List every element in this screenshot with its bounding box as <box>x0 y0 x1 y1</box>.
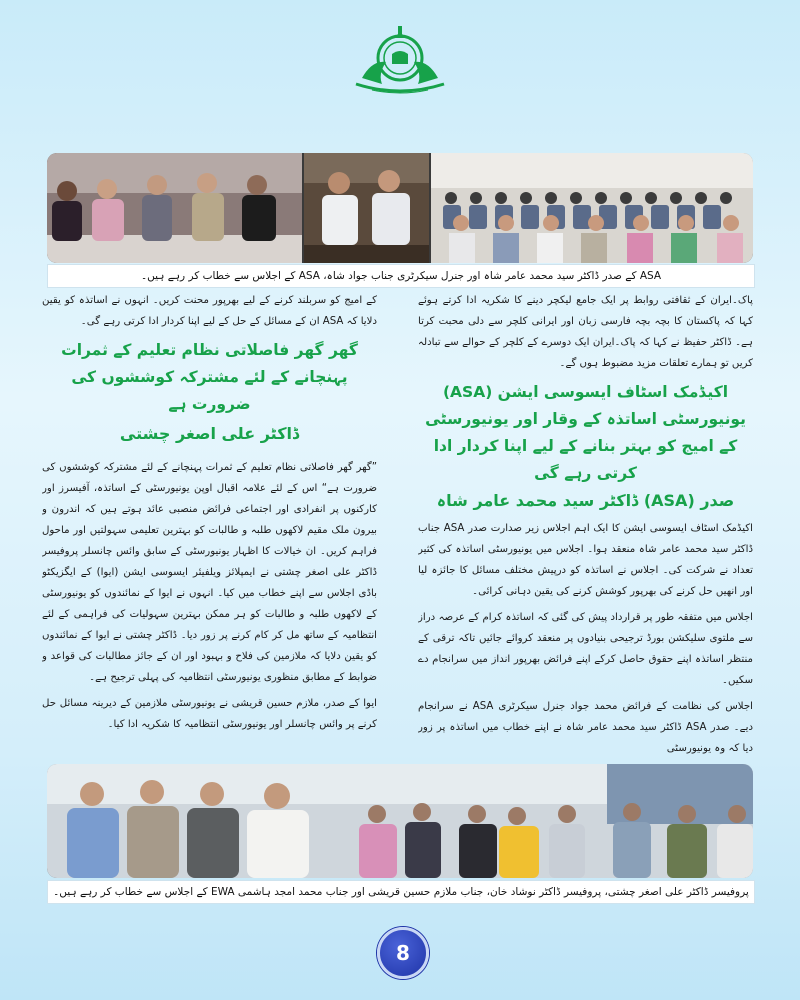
meeting-photo-audience <box>431 153 753 263</box>
asa-byline: صدر (ASA) ڈاکٹر سید محمد عامر شاہ <box>436 491 735 510</box>
asa-paragraph-3: اجلاس کی نظامت کے فرائض محمد جواد جنرل سیکرٹری ASA نے سرانجام دیے۔ صدر ASA ڈاکٹر سید محمد عامر شاہ نے اپنے خطاب میں اساتذہ پر زور دیا کہ وہ یونیورسٹی <box>418 701 753 754</box>
meeting-photo-women-attendees <box>47 153 302 263</box>
left-intro-paragraph: کے امیج کو سربلند کرنے کے لیے بھرپور محنت کریں۔ انہوں نے اساتذہ کو یقین دلایا کہ ASA ان کے مسائل کے حل کے لیے اپنا کردار ادا کرتی رہے گی۔ <box>42 295 377 327</box>
meeting-photo-ewa <box>47 764 753 878</box>
asa-headline: اکیڈمک اسٹاف ایسوسی ایشن (ASA) یونیورسٹی اساتذہ کے وقار اور یونیورسٹی کے امیج کو بہتر بنانے کے لیے اپنا کردار ادا کرتی رہے گی <box>425 383 746 482</box>
asa-paragraph-2: اجلاس میں متفقہ طور پر قرارداد پیش کی گئی کہ اساتذہ کرام کے عرصہ دراز سے ملتوی سلیکشن بورڈ ترجیحی بنیادوں پر منعقد کروائے جائیں تاکہ ترقی کے منتظر اساتذہ اپنے حقوق حاصل کرکے اپنے فرائض بھرپور انداز میں سرانجام دے سکیں۔ <box>418 612 753 686</box>
right-column <box>418 290 753 760</box>
asa-paragraph-1: اکیڈمک اسٹاف ایسوسی ایشن کا ایک اہم اجلاس زیر صدارت صدر ASA جناب ڈاکٹر سید محمد عامر شاہ منعقد ہوا۔ اجلاس میں یونیورسٹی اساتذہ کی کثیر تعداد نے شرکت کی۔ اجلاس نے اساتذہ کو درپیش مختلف مسائل کا جائزہ لیا اور انھیں حل کرنے کی بھرپور کوشش کرنے کی یقین دہانی کرائی۔ <box>418 523 753 597</box>
top-photo-caption: ASA کے صدر ڈاکٹر سید محمد عامر شاہ اور جنرل سیکرٹری جناب جواد شاہ، ASA کے اجلاس سے خطاب کر رہے ہیں۔ <box>47 264 755 288</box>
left-column <box>42 290 377 760</box>
bottom-photo-caption: پروفیسر ڈاکٹر علی اصغر چشتی، پروفیسر ڈاکٹر نوشاد خان، جناب ملازم حسین قریشی اور جناب محمد امجد ہاشمی EWA کے اجلاس سے خطاب کر رہے ہیں۔ <box>47 880 755 904</box>
right-intro-paragraph: پاک۔ایران کے ثقافتی روابط پر ایک جامع لیکچر دینے کا شکریہ ادا کرتے ہوئے کہا کہ پاکستان کا بچہ بچہ فارسی زبان اور ایرانی کلچر سے دلی محبت کرتا ہے۔ ڈاکٹر حفیظ نے کہا کہ پاک۔ایران ایک دوسرے کے کلچر کے حوالے سے تبادلہ کریں تو ہمارے تعلقات مزید مضبوط ہوں گے۔ <box>418 295 753 369</box>
page-number-badge: 8 <box>377 927 429 979</box>
meeting-photo-speakers <box>304 153 429 263</box>
ewa-paragraph-2: ایوا کے صدر، ملازم حسین قریشی نے یونیورسٹی ملازمین کے دیرینہ مسائل حل کرنے پر وائس چانسلر اور یونیورسٹی انتظامیہ کا شکریہ ادا کیا۔ <box>42 698 377 730</box>
university-crest-icon <box>352 20 448 100</box>
ewa-byline: ڈاکٹر علی اصغر چشتی <box>119 424 300 443</box>
top-photo-strip <box>47 153 753 263</box>
bottom-photo-strip <box>47 764 753 878</box>
ewa-headline: گھر گھر فاصلاتی نظام تعلیم کے ثمرات پہنچانے کے لئے مشترکہ کوششوں کی ضرورت ہے <box>61 341 358 413</box>
ewa-paragraph-1: ”گھر گھر فاصلاتی نظام تعلیم کے ثمرات پہنچانے کے لئے مشترکہ کوششوں کی ضرورت ہے“ اس کے لئے علامہ اقبال اوپن یونیورسٹی کے اساتذہ، آفیسرز اور کارکنوں پر انفرادی اور اجتماعی فرائض منصبی عائد ہوتے ہیں کہ اندرون و بیرون ملک مقیم لاکھوں طلبہ و طالبات کو بہترین تعلیمی سہولتیں اور ماحول فراہم کریں۔ ان خیالات کا اظہار یونیورسٹی کے سابق وائس چانسلر پروفیسر ڈاکٹر علی اصغر چشتی نے ایمپلائز ویلفیئر ایسوسی ایشن (ایوا) کے ایگزیکٹو باڈی اجلاس سے اپنے خطاب میں کیا۔ انہوں نے ایوا کے نمائندوں کو یونیورسٹی کے لاکھوں طلبہ و طالبات کو ہر ممکن بہترین سہولیات کی فراہمی کے لئے انتظامیہ کے ساتھ مل کر کام کرنے پر زور دیا۔ ڈاکٹر چشتی نے ایوا کے نمائندوں کو یقین دلایا کہ ملازمین کی فلاح و بہبود اور ان کے جائز مطالبات کی قواعد و ضوابط کے مطابق منظوری یونیورسٹی انتظامیہ کی پہلی ترجیح ہے۔ <box>42 462 377 683</box>
